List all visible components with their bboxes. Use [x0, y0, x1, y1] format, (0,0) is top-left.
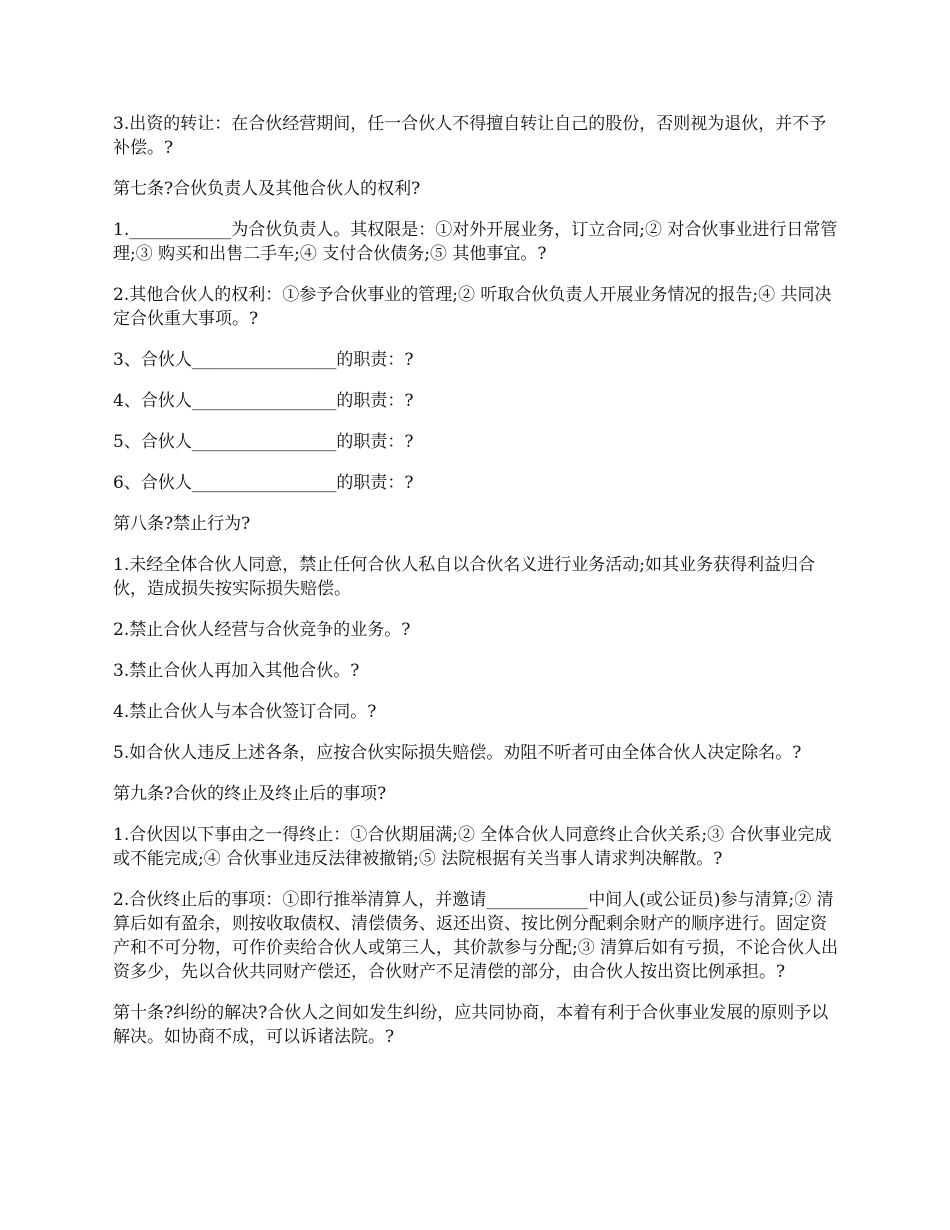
- paragraph-partner-3-duties: 3、合伙人_________________的职责：?: [113, 350, 414, 370]
- paragraph-prohibition-4: 4.禁止合伙人与本合伙签订合同。?: [113, 702, 377, 722]
- article-9-heading: 第九条?合伙的终止及终止后的事项?: [113, 784, 387, 804]
- article-7-heading: 第七条?合伙负责人及其他合伙人的权利?: [113, 179, 421, 199]
- paragraph-prohibition-2: 2.禁止合伙人经营与合伙竞争的业务。?: [113, 620, 411, 640]
- paragraph-prohibition-5: 5.如合伙人违反上述各条，应按合伙实际损失赔偿。劝阻不听者可由全体合伙人决定除名。?: [113, 743, 802, 763]
- document-page: [113, 112, 839, 1066]
- paragraph-capital-transfer: 3.出资的转让：在合伙经营期间，任一合伙人不得擅自转让自己的股份，否则视为退伙，并不予补偿。?: [113, 114, 827, 158]
- paragraph-partner-5-duties: 5、合伙人_________________的职责：?: [113, 432, 414, 452]
- paragraph-partner-6-duties: 6、合伙人_________________的职责：?: [113, 473, 414, 493]
- paragraph-other-partner-rights: 2.其他合伙人的权利：①参予合伙事业的管理;② 听取合伙负责人开展业务情况的报告;④ 共同决定合伙重大事项。?: [113, 285, 832, 329]
- paragraph-termination-1: 1.合伙因以下事由之一得终止：①合伙期届满;② 全体合伙人同意终止合伙关系;③ 合伙事业完成或不能完成;④ 合伙事业违反法律被撤销;⑤ 法院根据有关当事人请求判决解散。?: [113, 825, 832, 869]
- paragraph-partner-leader: 1.____________为合伙负责人。其权限是：①对外开展业务，订立合同;② 对合伙事业进行日常管理;③ 购买和出售二手车;④ 支付合伙债务;⑤ 其他事宜。?: [113, 220, 838, 264]
- article-8-heading: 第八条?禁止行为?: [113, 514, 251, 534]
- article-10-paragraph: 第十条?纠纷的解决?合伙人之间如发生纠纷，应共同协商，本着有利于合伙事业发展的原则予以解决。如协商不成，可以诉诸法院。?: [113, 1003, 829, 1047]
- paragraph-termination-2: 2.合伙终止后的事项：①即行推举清算人，并邀请____________中间人(或公证员)参与清算;② 清算后如有盈余，则按收取债权、清偿债务、返还出资、按比例分配剩余财产的顺序进行。固定资产和不可分物，可作价卖给合伙人或第三人，其价款参与分配;③ 清算后如有亏损，不论合伙人出资多少，先以合伙共同财产偿还，合伙财产不足清偿的部分，由合伙人按出资比例承担。?: [113, 890, 839, 982]
- paragraph-prohibition-1: 1.未经全体合伙人同意，禁止任何合伙人私自以合伙名义进行业务活动;如其业务获得利益归合伙，造成损失按实际损失赔偿。: [113, 555, 815, 599]
- paragraph-prohibition-3: 3.禁止合伙人再加入其他合伙。?: [113, 661, 360, 681]
- paragraph-partner-4-duties: 4、合伙人_________________的职责：?: [113, 391, 414, 411]
